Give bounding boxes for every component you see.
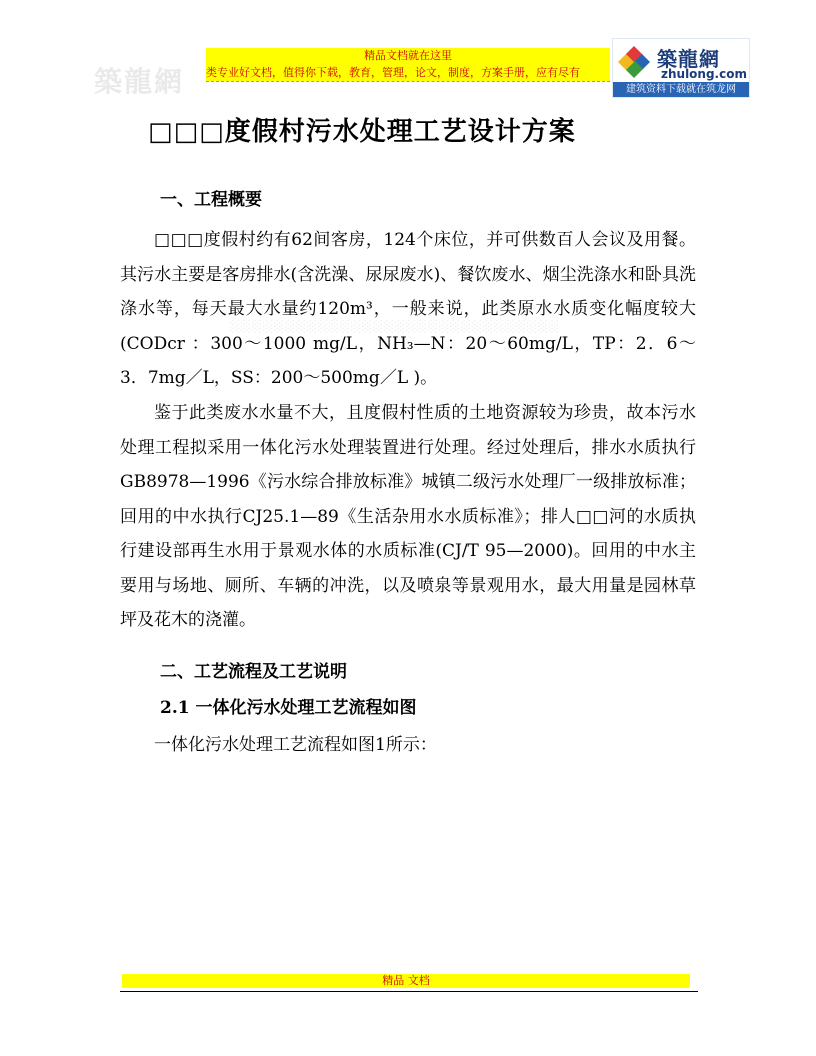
paragraph-text: 鉴于此类废水水量不大，且度假村性质的土地资源较为珍贵，故本污水处理工程拟采用一体化污水处理装置进行处理。经过处理后，排水水质执行GB8978—1996《污水综合排放标准》城镇二级污水处理厂一级排放标准；回用的中水执行CJ25.1—89《生活杂用水水质标准》；排人□□河的水质执行建设部再生水用于景观水体的水质标准(CJ/T 95—2000)。回用的中水主要用与场地、厕所、车辆的冲洗，以及喷泉等景观用水，最大用量是园林草坪及花木的浇灌。 — [120, 403, 696, 630]
logo-mark-icon — [617, 45, 651, 79]
banner-dashed-rule — [206, 81, 610, 82]
logo-tagline: 建筑资料下载就在筑龙网 — [613, 82, 749, 97]
logo-domain: zhulong.com — [661, 67, 747, 81]
banner-top-text: 精品文档就在这里 — [206, 48, 610, 64]
paragraph-flow-intro — [120, 728, 696, 763]
document-title: □□□度假村污水处理工艺设计方案 — [148, 117, 576, 147]
paragraph-text: □□□度假村约有62间客房，124个床位，并可供数百人会议及用餐。其污水主要是客房排水(含洗澡、尿尿废水)、餐饮废水、烟尘洗涤水和卧具洗涤水等，每天最大水量约120m³，一般来说，此类原水水质变化幅度较大(CODcr ：300～1000 mg/L，NH₃—N：20～60mg/L，TP：2．6～3．7mg／L，SS：200～500mg／L )。 — [120, 230, 696, 388]
banner-ad-line: 类专业好文档，值得你下载，教育，管理，论文，制度，方案手册，应有尽有 — [206, 64, 610, 81]
section-1-heading: 一、工程概要 — [160, 190, 262, 210]
paragraph-overview — [120, 223, 696, 396]
zhulong-logo[interactable] — [612, 38, 750, 98]
paragraph-approach — [120, 396, 696, 638]
paragraph-text: 一体化污水处理工艺流程如图1所示： — [154, 735, 437, 755]
section-2-1-heading: 2.1 一体化污水处理工艺流程如图 — [160, 698, 417, 718]
watermark-brand: 築龍網 — [94, 65, 185, 98]
section-2-heading: 二、工艺流程及工艺说明 — [160, 662, 347, 682]
footer-rule — [120, 991, 698, 992]
footer-banner: 精品 文档 — [122, 974, 690, 988]
logo-name: 築龍網 — [657, 47, 720, 71]
faint-watermark: ░░░░░░░░░░░░░░░░░░░░░░░░░░░░░░ — [230, 320, 560, 334]
